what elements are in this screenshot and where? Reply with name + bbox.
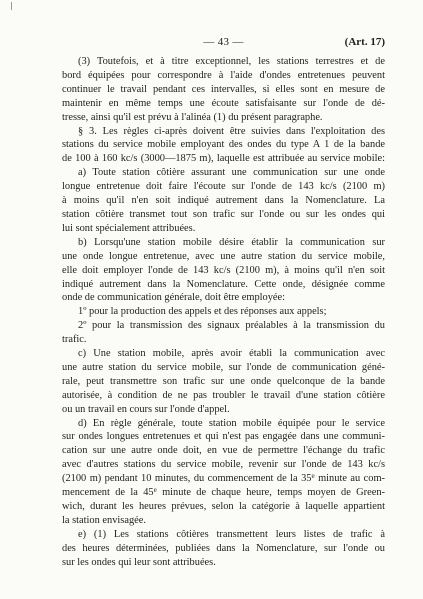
text-line: indiqué autrement dans la Nomenclature. Cette onde, désignée comme [62,278,385,290]
text-line: 2º pour la transmission des signaux préalables à la transmission du [78,320,385,332]
text-line: des heures déterminées, publiées dans la Nomenclature, sur l'onde ou [62,542,385,554]
paragraph-item-a [62,166,385,236]
text-line: longue entretenue doit faire l'écoute sur l'onde de 143 kc/s (2100 m) [62,181,385,193]
text-line: d) En règle générale, toute station mobile équipée pour le service [78,417,385,429]
text-line: onde de communication générale, doit être employée: [62,292,286,304]
article-reference: (Art. 17) [344,36,385,48]
text-line: à moins qu'il n'en soit indiqué autrement dans la Nomenclature. La [62,195,385,207]
page-number: — 43 — [203,36,244,48]
text-line: une onde longue entretenue, avec une autre station du service mobile, [62,250,385,262]
text-line: a) Toute station côtière assurant une communication sur une onde [78,167,385,179]
paragraph-alinea-3 [62,55,385,125]
paragraph-subitem-2 [62,319,385,347]
text-line: 1º pour la production des appels et des réponses aux appels; [78,306,327,318]
text-segment: mencement de la 45 [62,487,154,499]
text-line: b) Lorsqu'une station mobile désire établir la communication sur [78,236,385,248]
text-line: § 3. Les règles ci-après doivent être suivies dans l'exploitation des [78,125,385,137]
text-line [62,486,385,500]
text-line: autorisée, à condition de ne pas troubler le travail d'une station côtière [62,389,385,401]
text-line: sur les ondes qui leur sont attribuées. [62,556,216,568]
text-line: continuer le travail pendant ces intervalles, si elles sont en mesure de [62,83,385,95]
text-line: la station envisagée. [62,514,146,526]
text-line: lui sont spécialement attribuées. [62,222,196,234]
text-line: avec d'autres stations du service mobile, revenir sur l'onde de 143 kc/s [62,459,385,471]
text-line: stations du service mobile employant des ondes du type A 1 de la bande [62,139,385,151]
text-line: (3) Toutefois, et à titre exceptionnel, les stations terrestres et de [78,56,385,67]
paragraph-item-e [62,528,385,570]
text-line: elle doit employer l'onde de 143 kc/s (2100 m), à moins qu'il n'en soit [62,264,385,276]
scan-mark [11,2,12,10]
text-segment: (2100 m) pendant 10 minutes, du commencement de la 35 [62,473,312,485]
text-segment: minute au com- [314,473,386,485]
text-line: sur ondes longues entretenues et qui n'est pas engagée dans une communi- [62,431,385,443]
text-line: trafic. [62,334,87,346]
text-line: une autre station du service mobile, sur l'onde de communication géné- [62,361,385,373]
text-line: tresse, ainsi qu'il est prévu à l'alinéa (1) du présent paragraphe. [62,111,323,123]
text-line: rale, peut transmettre son trafic sur une onde quelconque de la bande [62,375,385,387]
text-line [62,472,385,486]
text-segment: minute de chaque heure, temps moyen de Green- [156,487,385,499]
text-line: maintenir en même temps une écoute satisfaisante sur l'onde de dé- [62,97,385,109]
text-line: wich, durant les heures prévues, selon la catégorie à laquelle appartient [62,501,385,512]
paragraph-subitem-1 [62,305,385,319]
text-line: e) (1) Les stations côtières transmettent leurs listes de trafic à [78,528,385,540]
superscript-ordinal: e [153,485,157,494]
paragraph-section-3 [62,125,385,167]
superscript-ordinal: e [311,472,315,481]
paragraph-item-d [62,417,385,528]
body-text [62,55,385,570]
text-line: de 100 à 160 kc/s (3000—1875 m), laquelle est attribuée au service mobile: [62,153,385,165]
paragraph-item-c [62,347,385,417]
text-line: c) Une station mobile, après avoir établi la communication avec [78,348,385,360]
text-line: ou un travail en cours sur l'onde d'appel. [62,403,230,415]
text-line: bord équipées pour correspondre à l'aide d'ondes entretenues peuvent [62,69,385,81]
text-line: cation sur une autre onde doit, en vue de permettre l'échange du trafic [62,445,385,457]
text-line: station côtière transmet tout son trafic sur l'onde ou sur les ondes qui [62,208,385,220]
paragraph-item-b [62,236,385,306]
